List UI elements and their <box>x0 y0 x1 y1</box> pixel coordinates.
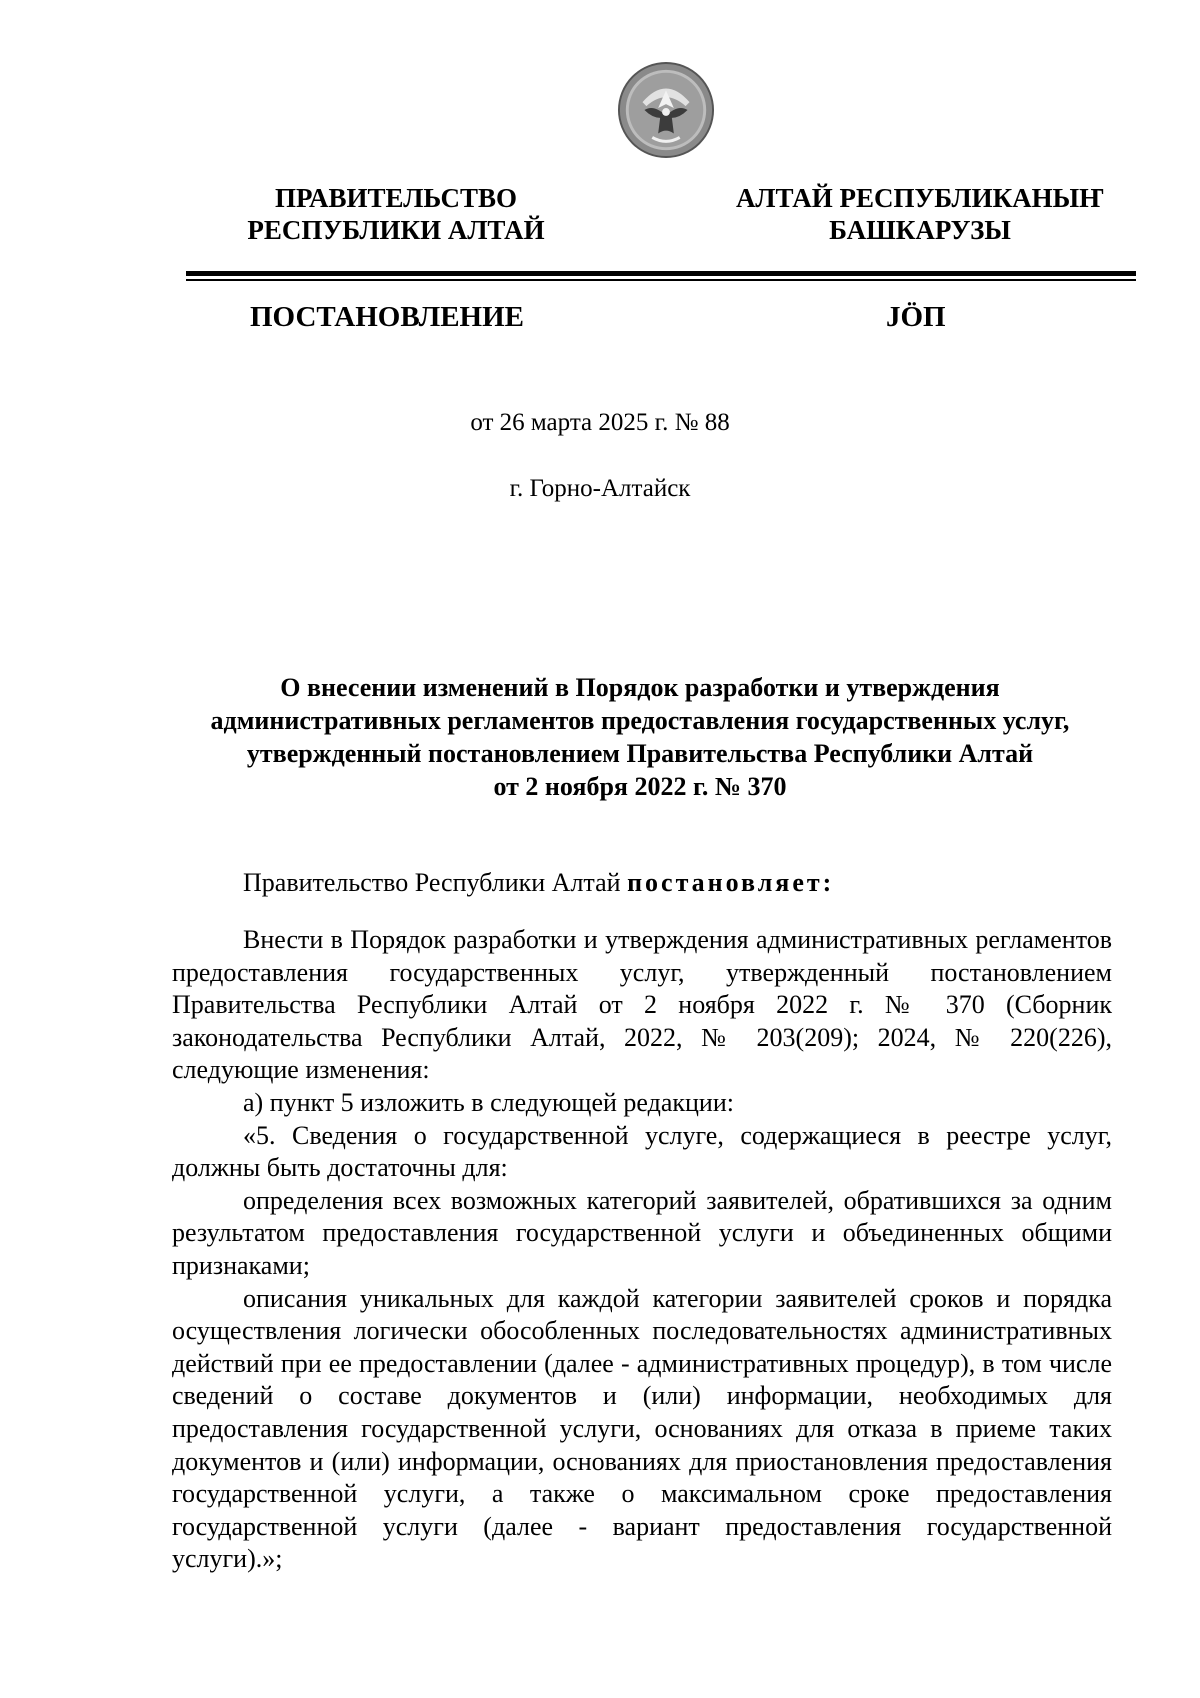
issuer-line: АЛТАЙ РЕСПУБЛИКАНЫҤ <box>735 183 1105 213</box>
body-paragraph: определения всех возможных категорий заявителей, обратившихся за одним результатом предоставления государственной услуги и объединенных общими признаками; <box>172 1185 1112 1280</box>
document-body <box>172 924 1112 1576</box>
preamble-text: Правительство Республики Алтай <box>243 868 628 897</box>
preamble <box>243 867 834 899</box>
document-type-altai: JÖП <box>886 301 946 333</box>
body-paragraph: описания уникальных для каждой категории заявителей сроков и порядка осуществления логически обособленных последовательностях административных действий при ее предоставлении (далее - административных процедур), в том числе сведений о составе документов и (или) информации, необходимых для предоставления государственной услуги, основаниях для отказа в приеме таких документов и (или) информации, основаниях для приостановления предоставления государственной услуги, а также о максимальном сроке предоставления государственной услуги (далее - вариант предоставления государственной услуги).»; <box>172 1283 1112 1574</box>
preamble-verb: постановляет: <box>627 868 835 897</box>
body-paragraph: а) пункт 5 изложить в следующей редакции: <box>243 1087 734 1117</box>
document-date-number: от 26 марта 2025 г. № 88 <box>470 409 730 436</box>
document-city: г. Горно-Алтайск <box>509 475 691 502</box>
issuer-line: ПРАВИТЕЛЬСТВО <box>274 183 518 213</box>
body-paragraph: Внести в Порядок разработки и утверждения административных регламентов предоставления государственных услуг, утвержденный постановлением Правительства Республики Алтай от 2 ноября 2022 г. № 370 (Сборник законодательства Республики Алтай, 2022, № 203(209); 2024, № 220(226), следующие изменения: <box>172 925 1112 1085</box>
issuer-line: БАШКАРУЗЫ <box>829 215 1011 245</box>
document-type-russian: ПОСТАНОВЛЕНИЕ <box>250 301 525 333</box>
header-divider-thin <box>186 279 1136 281</box>
title-line: О внесении изменений в Порядок разработки и утверждения <box>280 673 1000 702</box>
header-divider-thick <box>186 271 1136 276</box>
body-paragraph: «5. Сведения о государственной услуге, содержащиеся в реестре услуг, должны быть достаточны для: <box>172 1120 1112 1183</box>
coat-of-arms-icon <box>617 61 715 159</box>
document-title <box>170 671 1110 803</box>
issuer-name-altai <box>735 182 1105 246</box>
title-line: административных регламентов предоставления государственных услуг, <box>210 706 1070 735</box>
issuer-line: РЕСПУБЛИКИ АЛТАЙ <box>247 215 545 245</box>
title-line: утвержденный постановлением Правительства Республики Алтай <box>246 739 1034 768</box>
issuer-name-russian <box>236 182 556 246</box>
title-line: от 2 ноября 2022 г. № 370 <box>493 772 787 801</box>
